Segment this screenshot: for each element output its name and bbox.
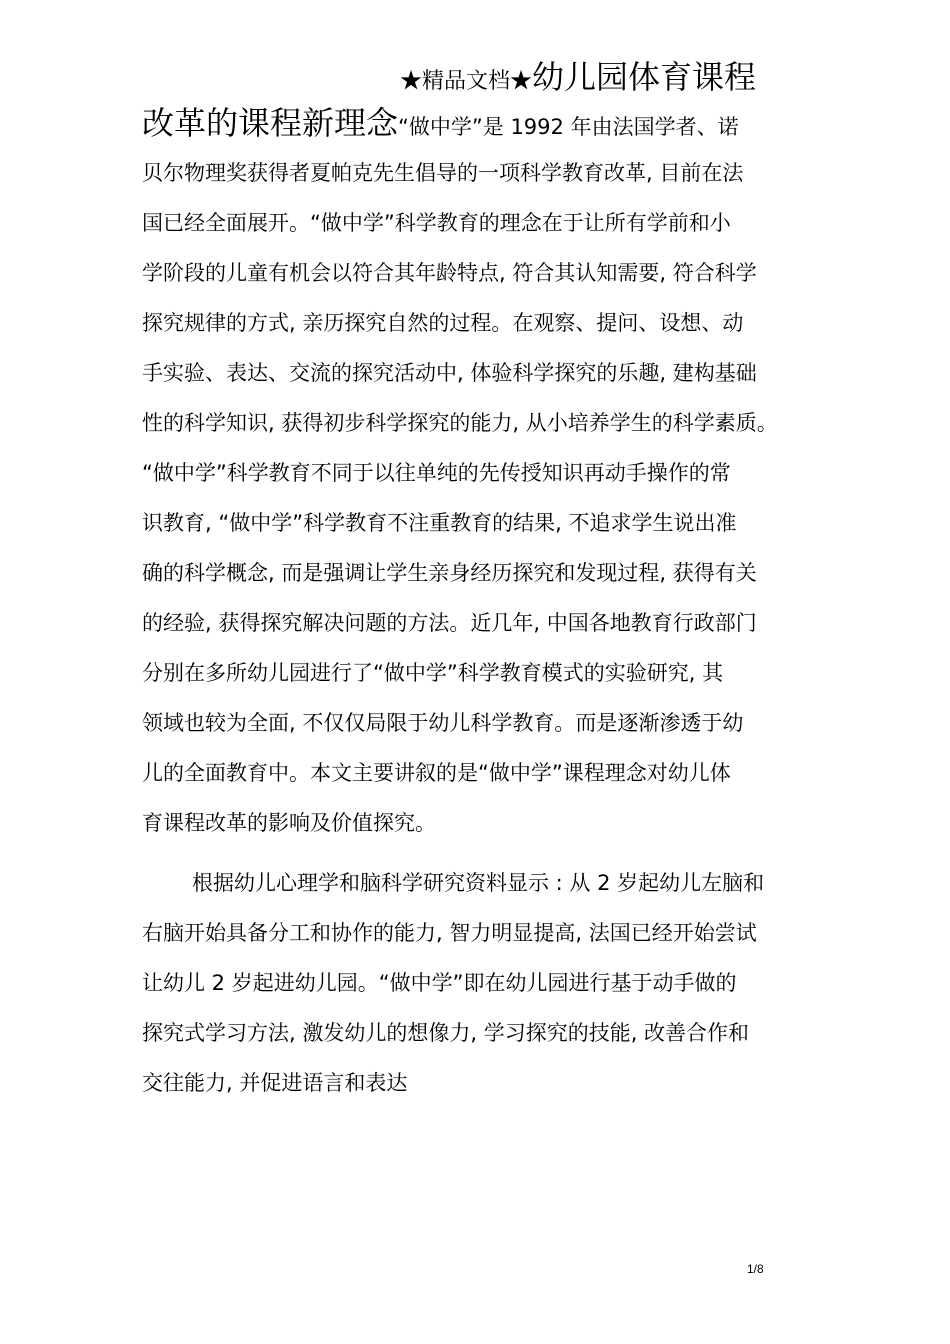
document-title-line1: 幼儿园体育课程 (532, 58, 757, 96)
paragraph-line: 探究规律的方式, 亲历探究自然的过程。在观察、提问、设想、动 (142, 311, 744, 335)
paragraph-line: 的经验, 获得探究解决问题的方法。近几年, 中国各地教育行政部门 (142, 611, 757, 635)
paragraph-line: 贝尔物理奖获得者夏帕克先生倡导的一项科学教育改革, 目前在法 (142, 161, 744, 185)
paragraph-line: 儿的全面教育中。本文主要讲叙的是“做中学”课程理念对幼儿体 (142, 761, 731, 785)
paragraph-line: 性的科学知识, 获得初步科学探究的能力, 从小培养学生的科学素质。 (142, 411, 778, 435)
paragraph-line: 确的科学概念, 而是强调让学生亲身经历探究和发现过程, 获得有关 (142, 561, 757, 585)
paragraph-1 (142, 98, 842, 848)
paragraph-line: 交往能力, 并促进语言和表达 (142, 1071, 408, 1095)
paragraph-line: 手实验、表达、交流的探究活动中, 体验科学探究的乐趣, 建构基础 (142, 361, 757, 385)
brand-mark: ★精品文档★ (400, 69, 533, 94)
document-title-line2: 改革的课程新理念 (142, 104, 399, 142)
paragraph-line: 根据幼儿心理学和脑科学研究资料显示 : 从 2 岁起幼儿左脑和 (192, 871, 765, 895)
paragraph-line: “做中学”科学教育不同于以往单纯的先传授知识再动手操作的常 (142, 461, 731, 485)
paragraph-line: 识教育, “做中学”科学教育不注重教育的结果, 不追求学生说出准 (142, 511, 737, 535)
paragraph-line (142, 98, 842, 148)
paragraph-line: 领域也较为全面, 不仅仅局限于幼儿科学教育。而是逐渐渗透于幼 (142, 711, 744, 735)
paragraph-text: “做中学”是 1992 年由法国学者、诺 (398, 115, 739, 139)
document-header (400, 52, 756, 98)
paragraph-line: 学阶段的儿童有机会以符合其年龄特点, 符合其认知需要, 符合科学 (142, 261, 757, 285)
paragraph-line: 国已经全面展开。“做中学”科学教育的理念在于让所有学前和小 (142, 211, 731, 235)
paragraph-line: 探究式学习方法, 激发幼儿的想像力, 学习探究的技能, 改善合作和 (142, 1021, 750, 1045)
paragraph-line: 让幼儿 2 岁起进幼儿园。“做中学”即在幼儿园进行基于动手做的 (142, 971, 737, 995)
page-number: 1/8 (747, 1262, 764, 1276)
paragraph-line: 分别在多所幼儿园进行了“做中学”科学教育模式的实验研究, 其 (142, 661, 724, 685)
paragraph-2 (142, 858, 842, 1108)
paragraph-line: 右脑开始具备分工和协作的能力, 智力明显提高, 法国已经开始尝试 (142, 921, 757, 945)
paragraph-line: 育课程改革的影响及价值探究。 (142, 811, 436, 835)
